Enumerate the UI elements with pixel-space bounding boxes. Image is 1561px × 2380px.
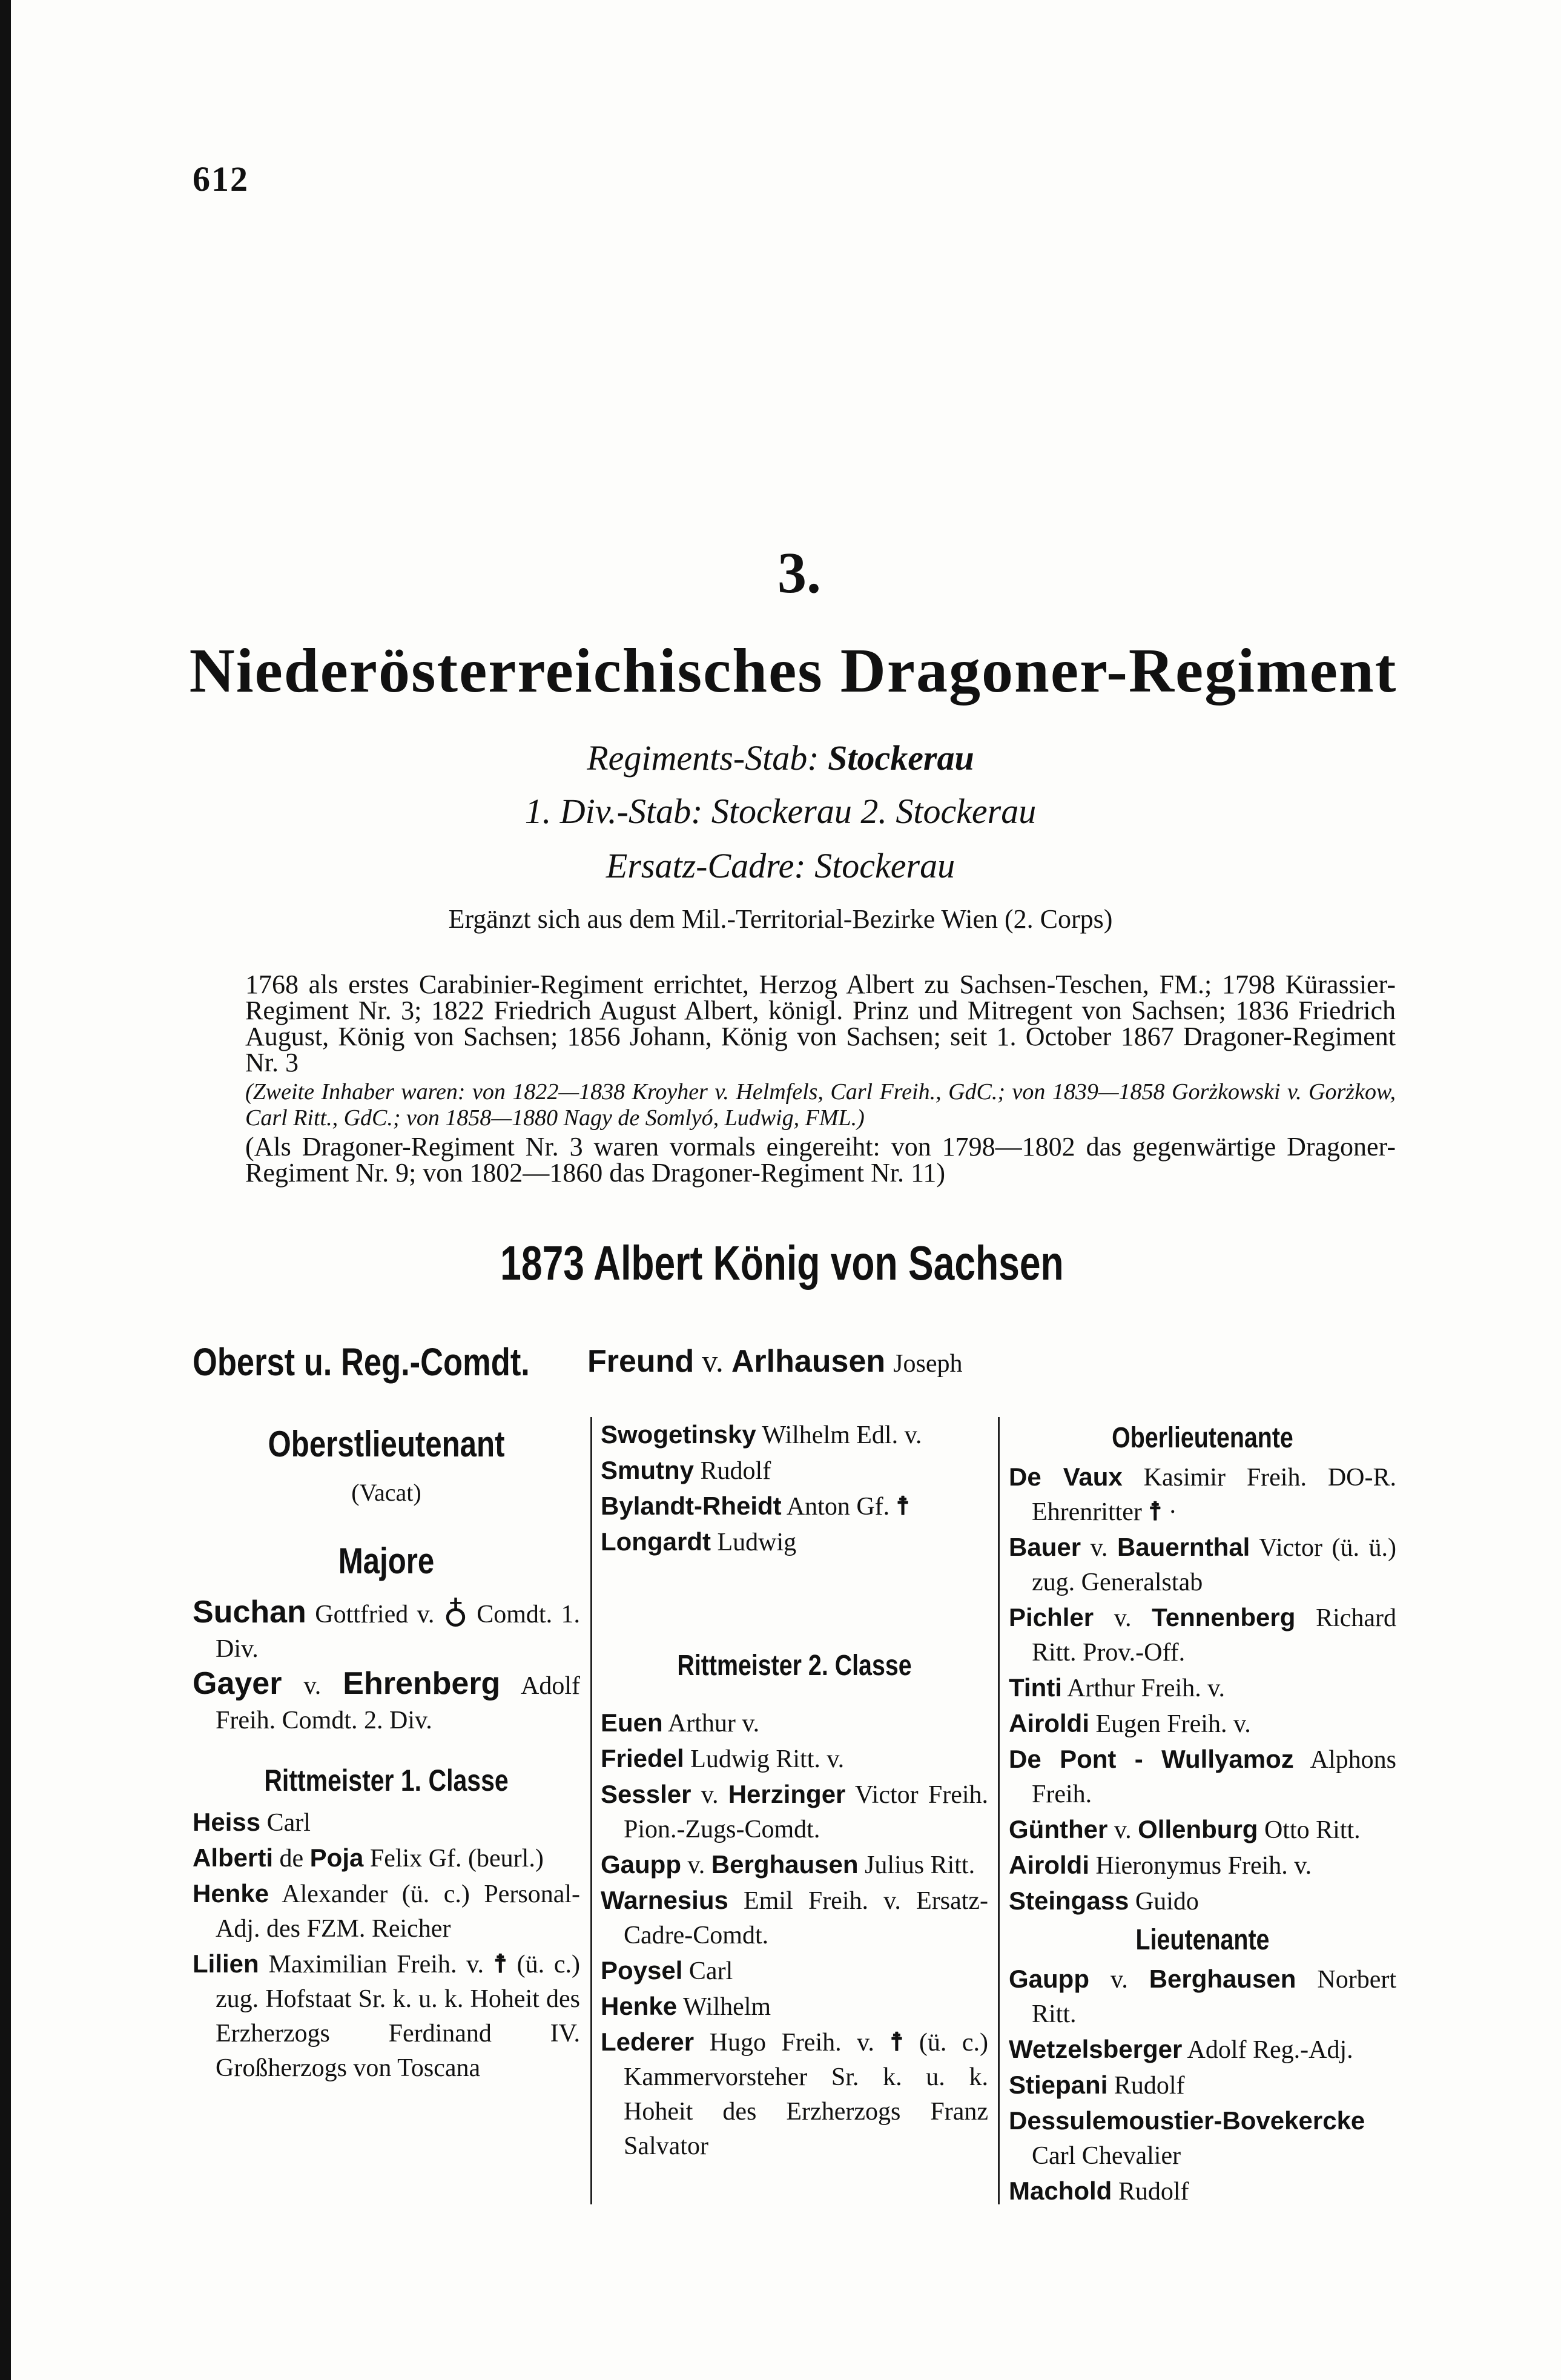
list-item: Gaupp v. Berghausen Julius Ritt. [601,1850,975,1879]
list-item: Poysel Carl [601,1956,733,1985]
former-regiments-paragraph: (Als Dragoner-Regiment Nr. 3 waren vormals eingereiht: von 1798—1802 das gegenwärtige Dragoner-Regiment Nr. 9; von 1802—1860 das Dragoner-Regiment Nr. 11) [245,1132,1396,1188]
regiment-title: Niederösterreichisches Dragoner-Regiment [189,636,1398,706]
rittmeister-1-header: Rittmeister 1. Classe [264,1764,509,1797]
list-item: Airoldi Hieronymus Freih. v. [1009,1851,1312,1880]
list-item: Wetzelsberger Adolf Reg.-Adj. [1009,2035,1353,2064]
list-item: Longardt Ludwig [601,1527,797,1556]
division-stab: 1. Div.-Stab: Stockerau 2. Stockerau [524,792,1037,831]
oberst-name: Freund v. Arlhausen Joseph [587,1344,963,1379]
list-item: Suchan Gottfried v. ♁ Comdt. 1. Div. [193,1593,581,1663]
history-paragraph: 1768 als erstes Carabinier-Regiment errichtet, Herzog Albert zu Sachsen-Teschen, FM.; 1798 Kürassier-Regiment Nr. 3; 1822 Friedrich August Albert, königl. Prinz und Mitregent von Sachsen; 1836 Friedrich August, König von Sachsen; 1856 Johann, König von Sachsen; seit 1. October 1867 Dragoner-Regiment Nr. 3 [245,970,1396,1077]
list-item: Lederer Hugo Freih. v. ☨ (ü. c.) Kammervorsteher Sr. k. u. k. Hoheit des Erzherzogs Franz Salvator [601,2028,989,2160]
list-item: Friedel Ludwig Ritt. v. [601,1744,845,1773]
list-item: Swogetinsky Wilhelm Edl. v. [601,1420,922,1449]
list-item: Henke Wilhelm [601,1992,771,2021]
ergaenzt-line: Ergänzt sich aus dem Mil.-Territorial-Bezirke Wien (2. Corps) [448,904,1113,934]
regiments-stab-label: Regiments-Stab: [587,738,819,778]
regiments-stab-value: Stockerau [828,738,974,778]
column-divider-1 [590,1417,592,2204]
ersatz-cadre: Ersatz-Cadre: Stockerau [606,846,955,885]
regiments-stab [0,738,1561,778]
list-item: Gayer v. Ehrenberg Adolf Freih. Comdt. 2. Div. [193,1666,581,1734]
page-number: 612 [193,159,249,199]
list-item: De Pont - Wullyamoz Alphons Freih. [1009,1745,1396,1808]
column-2 [601,1417,988,2164]
list-item: Gaupp v. Berghausen Norbert Ritt. [1009,1965,1396,2028]
cross-icon: ☨ [1148,1498,1163,1526]
list-item: Henke Alexander (ü. c.) Personal-Adj. des FZM. Reicher [193,1879,581,1943]
majore-header: Majore [338,1541,435,1581]
list-item: Euen Arthur v. [601,1708,760,1737]
list-item: Stiepani Rudolf [1009,2071,1185,2100]
oberlieutenante-header: Oberlieutenante [1112,1422,1293,1454]
second-owners-paragraph: (Zweite Inhaber waren: von 1822—1838 Kroyher v. Helmfels, Carl Freih., GdC.; von 1839—1858 Gorżkowski v. Gorżkow, Carl Ritt., GdC.; von 1858—1880 Nagy de Somlyó, Ludwig, FML.) [245,1079,1396,1131]
list-item: Warnesius Emil Freih. v. Ersatz-Cadre-Comdt. [601,1886,989,1949]
list-item: Lilien Maximilian Freih. v. ☨ (ü. c.) zug. Hofstaat Sr. k. u. k. Hoheit des Erzherzogs Ferdinand IV. Großherzogs von Toscana [193,1949,581,2082]
cross-icon: ☨ [896,1493,910,1521]
list-item: Dessulemoustier-Bovekercke Carl Chevalier [1009,2106,1365,2170]
oberstlieutenant-header: Oberstlieutenant [268,1424,505,1464]
rittmeister-2-header: Rittmeister 2. Classe [677,1650,912,1682]
list-item: Heiss Carl [193,1808,311,1837]
list-item: Steingass Guido [1009,1886,1199,1916]
list-item: Sessler v. Herzinger Victor Freih. Pion.-Zugs-Comdt. [601,1780,988,1843]
section-number: 3. [777,540,821,605]
list-item: Alberti de Poja Felix Gf. (beurl.) [193,1843,544,1873]
oberst-label: Oberst u. Reg.-Comdt. [193,1340,530,1384]
list-item: Tinti Arthur Freih. v. [1009,1673,1225,1702]
vacat-note: (Vacat) [351,1479,421,1506]
regiment-owner: 1873 Albert König von Sachsen [500,1236,1064,1290]
list-item: De Vaux Kasimir Freih. DO-R. Ehrenritter ☨ · [1009,1463,1396,1526]
list-item: Smutny Rudolf [601,1456,771,1485]
column-3 [1009,1417,1396,2209]
scan-edge [0,0,11,2380]
list-item: Bylandt-Rheidt Anton Gf. ☨ [601,1492,910,1521]
list-item: Airoldi Eugen Freih. v. [1009,1709,1251,1738]
list-item: Pichler v. Tennenberg Richard Ritt. Prov.-Off. [1009,1603,1397,1667]
cross-icon: ☨ [889,2029,904,2057]
decoration-icon: ♁ [443,1593,468,1630]
column-1 [193,1417,580,2086]
list-item: Bauer v. Bauernthal Victor (ü. ü.) zug. Generalstab [1009,1533,1397,1596]
column-divider-2 [998,1417,1000,2204]
cross-icon: ☨ [493,1951,507,1978]
lieutenante-header: Lieutenante [1135,1924,1270,1956]
list-item: Machold Rudolf [1009,2177,1189,2206]
list-item: Günther v. Ollenburg Otto Ritt. [1009,1815,1361,1844]
